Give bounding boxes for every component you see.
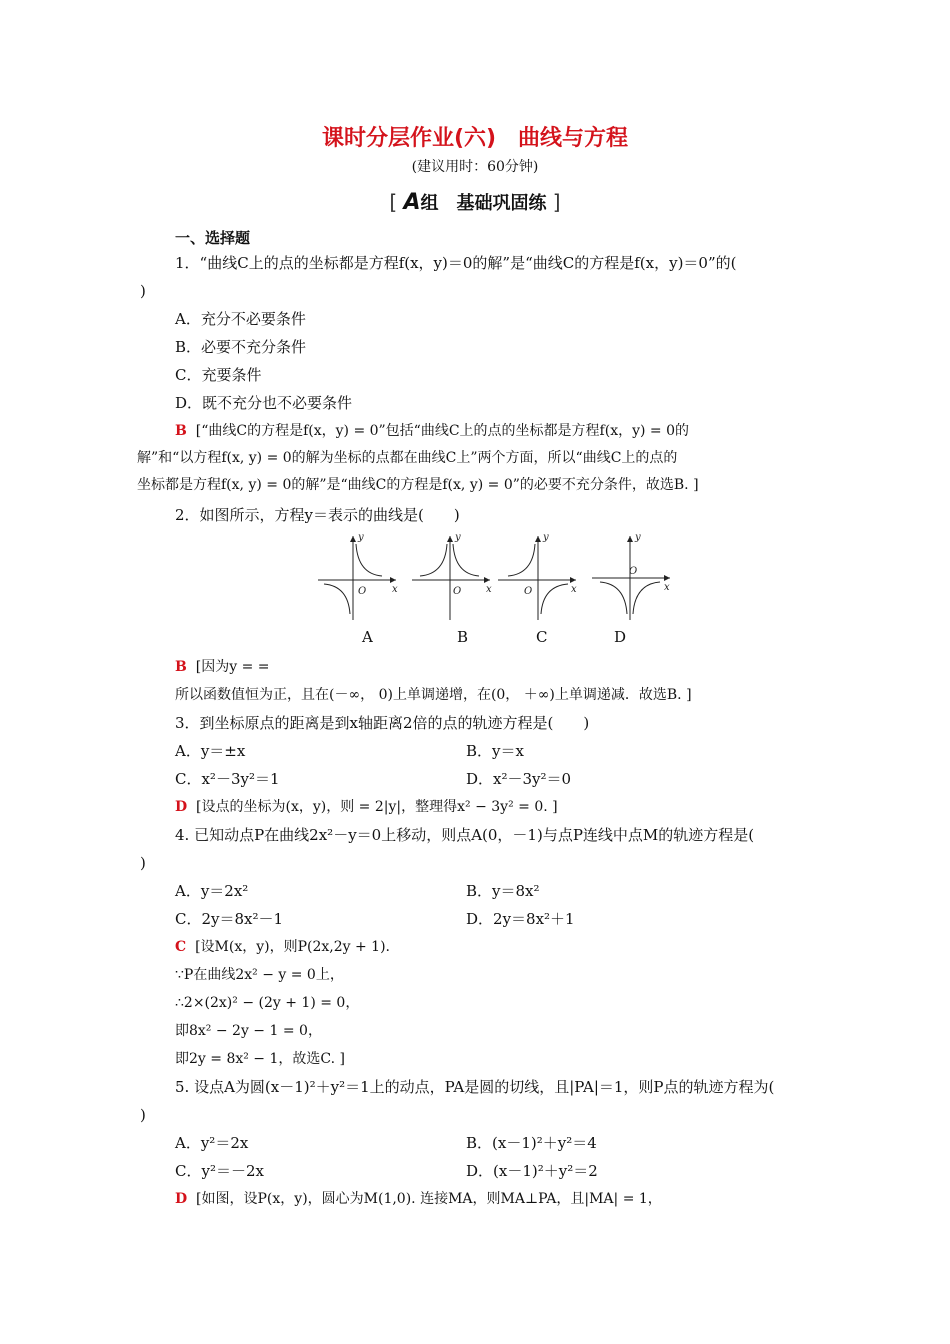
q2-graphs <box>312 530 682 625</box>
q4-stem-end: ) <box>140 854 146 872</box>
graph-b <box>412 532 492 620</box>
q3-option-d: D．x²－3y²＝0 <box>466 770 572 788</box>
section-heading: 一、选择题 <box>175 229 251 247</box>
q1-option-a: A．充分不必要条件 <box>175 310 306 328</box>
graph-c-origin: O <box>524 586 533 597</box>
q1-option-b: B．必要不充分条件 <box>175 338 307 356</box>
bracket-left: [ <box>389 190 398 214</box>
q5-option-b: B．(x－1)²＋y²＝4 <box>466 1134 597 1152</box>
graph-label-a: A <box>362 628 373 646</box>
q5-exp1-text: [如图，设P(x，y)，圆心为M(1,0). 连接MA，则MA⊥PA，且|MA| = 1， <box>196 1191 662 1207</box>
q1-explanation-1 <box>175 421 689 441</box>
graph-a-x-label: x <box>392 584 398 595</box>
graph-label-b: B <box>457 628 469 646</box>
q4-explanation-2: ∵P在曲线2x² − y = 0上， <box>175 967 344 983</box>
q2-explanation-1 <box>175 657 269 677</box>
graph-d-x-label: x <box>664 582 670 593</box>
group-heading <box>0 189 950 215</box>
q1-option-c: C．充要条件 <box>175 366 262 384</box>
q4-exp1-text: [设M(x，y)，则P(2x,2y + 1). <box>195 939 390 955</box>
q5-option-d: D．(x－1)²＋y²＝2 <box>466 1162 598 1180</box>
q3-option-a: A．y＝±x <box>175 742 246 760</box>
graph-d-origin: O <box>629 566 638 577</box>
q2-answer: B <box>175 659 187 675</box>
q3-exp1-text: [设点的坐标为(x，y)，则 = 2|y|，整理得x² − 3y² = 0. ] <box>196 799 558 815</box>
q2-exp1-text: [因为y = = <box>195 659 270 675</box>
q1-exp1-text: [“曲线C的方程是f(x，y) = 0”包括“曲线C上的点的坐标都是方程f(x，y) = 0的 <box>195 423 690 439</box>
q4-explanation-4: 即8x² − 2y − 1 = 0， <box>175 1023 322 1039</box>
q1-explanation-2: 解”和“以方程f(x, y) = 0的解为坐标的点都在曲线C上”两个方面，所以“曲线C上的点的 <box>137 450 678 466</box>
q5-option-a: A．y²＝2x <box>175 1134 249 1152</box>
q1-stem-end: ) <box>140 282 146 300</box>
graph-d <box>592 532 670 620</box>
q4-explanation-3: ∴2×(2x)² − (2y + 1) = 0， <box>175 995 360 1011</box>
q3-option-c: C．x²－3y²＝1 <box>175 770 280 788</box>
graph-b-origin: O <box>453 586 462 597</box>
q4-answer: C <box>175 939 187 955</box>
q3-option-b: B．y＝x <box>466 742 524 760</box>
page-title: 课时分层作业(六) 曲线与方程 <box>321 126 629 151</box>
q3-answer: D <box>175 799 188 815</box>
graph-a-origin: O <box>358 586 367 597</box>
q5-option-c: C．y²＝－2x <box>175 1162 264 1180</box>
graph-d-y-label: y <box>635 532 641 543</box>
graph-c <box>498 532 577 620</box>
q4-explanation-5: 即2y = 8x² − 1，故选C. ] <box>175 1051 345 1067</box>
graph-a <box>318 532 398 620</box>
graph-c-x-label: x <box>571 584 577 595</box>
q4-stem: 4. 已知动点P在曲线2x²－y＝0上移动，则点A(0，－1)与点P连线中点M的轨迹方程是( <box>175 826 755 844</box>
q2-stem: 2．如图所示，方程y＝表示的曲线是( ) <box>175 506 460 524</box>
graph-a-y-label: y <box>358 532 364 543</box>
q1-option-d: D．既不充分也不必要条件 <box>175 394 353 412</box>
q4-option-c: C．2y＝8x²－1 <box>175 910 284 928</box>
q1-answer: B <box>175 423 187 439</box>
graph-b-y-label: y <box>455 532 461 543</box>
q5-stem-end: ) <box>140 1106 146 1124</box>
graph-label-c: C <box>536 628 548 646</box>
q3-stem: 3．到坐标原点的距离是到x轴距离2倍的点的轨迹方程是( ) <box>175 714 590 732</box>
graph-label-d: D <box>614 628 627 646</box>
q4-option-b: B．y＝8x² <box>466 882 540 900</box>
graph-c-y-label: y <box>543 532 549 543</box>
q2-explanation-2: 所以函数值恒为正，且在(－∞， 0)上单调递增，在(0， ＋∞)上单调递减．故选B. ] <box>175 687 692 703</box>
q5-answer: D <box>175 1191 188 1207</box>
suggested-time: (建议用时：60分钟) <box>411 159 539 175</box>
group-letter: A <box>403 190 421 215</box>
q4-option-a: A．y＝2x² <box>175 882 249 900</box>
q5-explanation-1 <box>175 1189 662 1209</box>
bracket-right: ] <box>552 190 561 214</box>
graph-b-x-label: x <box>486 584 492 595</box>
q3-explanation-1 <box>175 797 558 817</box>
group-text: 组 基础巩固练 <box>420 193 547 214</box>
q1-explanation-3: 坐标都是方程f(x, y) = 0的解”是“曲线C的方程是f(x, y) = 0”的必要不充分条件，故选B. ] <box>137 477 699 493</box>
q5-stem: 5. 设点A为圆(x－1)²＋y²＝1上的动点，PA是圆的切线，且|PA|＝1，则P点的轨迹方程为( <box>175 1078 775 1096</box>
q1-stem: 1．“曲线C上的点的坐标都是方程f(x，y)＝0的解”是“曲线C的方程是f(x，y)＝0”的( <box>175 254 737 272</box>
q4-explanation-1 <box>175 937 390 957</box>
q4-option-d: D．2y＝8x²＋1 <box>466 910 575 928</box>
